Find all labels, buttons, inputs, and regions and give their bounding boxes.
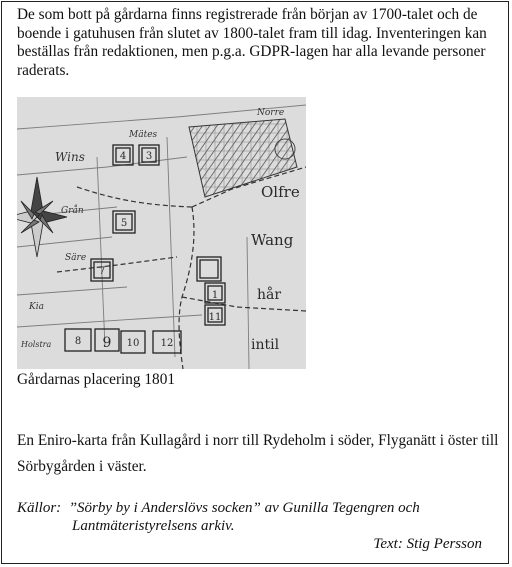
- label-holstra: Holstra: [21, 340, 52, 349]
- map-caption: Gårdarnas placering 1801: [17, 371, 176, 388]
- label-sare: Säre: [65, 253, 87, 263]
- label-norre: Norre: [257, 108, 285, 118]
- label-maetes: Mätes: [129, 130, 158, 140]
- farm-number-11: 11: [208, 312, 222, 323]
- label-olfre: Olfre: [261, 183, 300, 201]
- sources-line-1: [17, 499, 420, 517]
- sources-text-1: ”Sörby by i Anderslövs socken” av Gunilla Tegengren och: [68, 500, 420, 516]
- farm-number-4: 4: [119, 151, 127, 162]
- author-credit: Text: Stig Persson: [373, 536, 482, 552]
- historical-village-map: [17, 97, 306, 369]
- farm-number-3: 3: [145, 151, 153, 162]
- farm-number-5: 5: [120, 218, 128, 229]
- farm-number-9: 9: [102, 335, 112, 351]
- label-wang: Wang: [251, 231, 294, 249]
- sources: [17, 499, 420, 535]
- label-kia: Kia: [29, 302, 44, 312]
- farm-number-12: 12: [160, 338, 174, 349]
- farm-number-1: 1: [211, 290, 219, 301]
- farm-number-10: 10: [126, 338, 140, 349]
- map-drawing: [17, 97, 306, 369]
- eniro-paragraph: En Eniro-karta från Kullagård i norr till Rydeholm i söder, Flyganätt i öster till Sörbygården i väster.: [17, 432, 499, 475]
- intro-paragraph: De som bott på gårdarna finns registrerade från början av 1700-talet och de boende i gatuhusen från slutet av 1800-talet fram till idag. Inventeringen kan beställas från redaktionen, men p.g.a. GDPR-lagen har alla levande personer raderats.: [17, 6, 487, 79]
- label-har: hår: [257, 287, 282, 303]
- sources-label: Källor:: [17, 500, 62, 516]
- label-intil: intil: [251, 337, 280, 353]
- farm-number-8: 8: [74, 336, 82, 347]
- farm-number-7: 7: [98, 266, 106, 277]
- sources-line-2: Lantmäteristyrelsens arkiv.: [72, 518, 235, 534]
- label-wins: Wins: [55, 150, 85, 164]
- label-grann: Grån: [61, 206, 84, 216]
